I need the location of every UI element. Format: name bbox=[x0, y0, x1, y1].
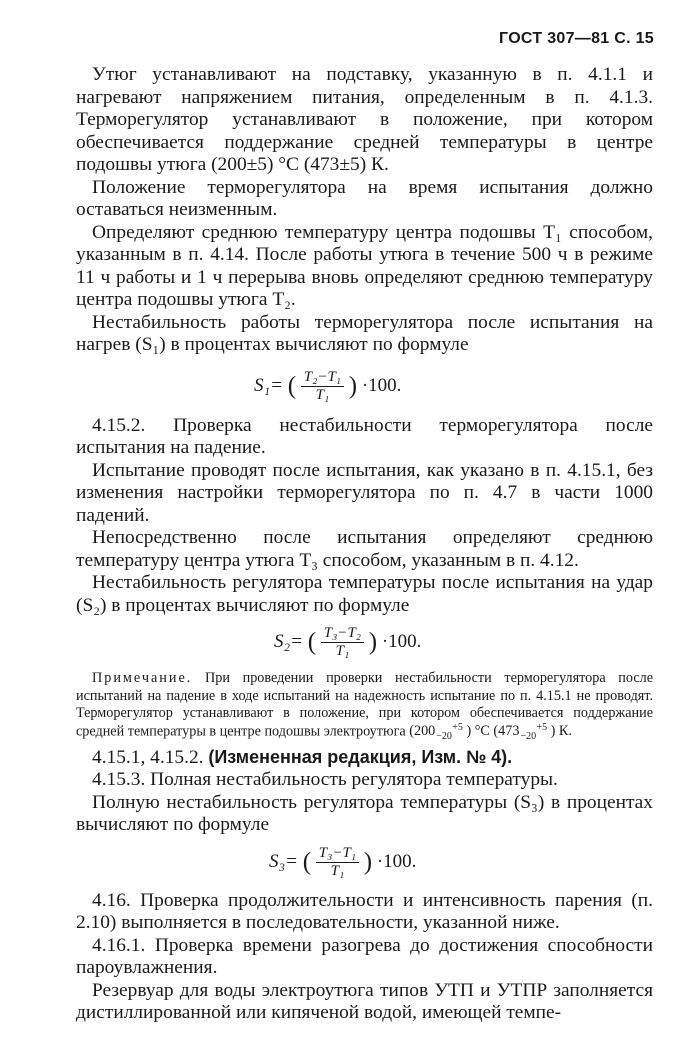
paragraph-average-temperature: Определяют среднюю температуру центра подошвы T₁ способом, указанным в п. 4.14. После работы утюга в течение 500 ч в режиме 11 ч работы и 1 ч перерыва вновь определяют среднюю температуру центра подошвы утюга T₂. bbox=[76, 221, 653, 310]
page-header: ГОСТ 307—81 С. 15 bbox=[499, 30, 654, 47]
formula-s1-lhs: S₁= bbox=[254, 374, 283, 396]
paragraph-full-instability-heading: 4.15.3. Полная нестабильность регулятора температуры. bbox=[92, 769, 558, 790]
paragraph-impact-instability: Нестабильность регулятора температуры после испытания на удар (S₂) в процентах вычисляют по формуле bbox=[76, 572, 653, 616]
formula-s1 bbox=[254, 369, 653, 404]
paragraph-after-test: Непосредственно после испытания определяют среднюю температуру центра утюга T₃ способом, указанным в п. 4.12. bbox=[76, 527, 653, 571]
paragraph-water-tank: Резервуар для воды электроутюга типов УТП и УТПР заполняется дистиллированной или кипяченой водой, имеющей темпе- bbox=[76, 979, 653, 1023]
formula-s3-close-paren: ) bbox=[363, 848, 373, 875]
formula-s1-close-paren: ) bbox=[348, 372, 358, 399]
formula-s1-fraction bbox=[301, 369, 344, 404]
note-paragraph bbox=[76, 670, 653, 741]
formula-s2-close-paren: ) bbox=[368, 628, 378, 656]
paragraph-heating-instability: Нестабильность работы терморегулятора после испытания на нагрев (S₁) в процентах вычисляют по формуле bbox=[76, 311, 653, 355]
document-body bbox=[76, 64, 653, 1025]
note-label: Примечание. bbox=[92, 670, 193, 686]
note-temp-k-tolerance: +5 −20 bbox=[520, 721, 548, 742]
paragraph-drop-test: Испытание проводят после испытания, как указано в п. 4.15.1, без изменения настройки терморегулятора по п. 4.7 в части 1000 падений. bbox=[76, 459, 653, 526]
formula-s1-open-paren: ( bbox=[287, 372, 297, 399]
formula-s2-denominator: T₁ bbox=[335, 643, 350, 659]
paragraph-warmup-check: 4.16.1. Проверка времени разогрева до достижения способности пароувлажнения. bbox=[76, 934, 653, 978]
formula-s2-lhs: S₂= bbox=[274, 630, 303, 652]
formula-s2-fraction bbox=[321, 625, 364, 660]
formula-s2-numerator: T₃−T₂ bbox=[321, 625, 364, 643]
formula-s2-open-paren: ( bbox=[307, 628, 317, 656]
formula-s3-fraction bbox=[316, 845, 359, 880]
formula-s2-tail: ·100. bbox=[381, 630, 422, 652]
paragraph-revision bbox=[76, 746, 653, 770]
formula-s3-numerator: T₃−T₁ bbox=[316, 845, 359, 863]
paragraph-iron-setup: Утюг устанавливают на подставку, указанную в п. 4.1.1 и нагревают напряжением питания, определенным в п. 4.1.3. Терморегулятор устанавливают в положение, при котором обеспечивается поддержание средней температуры в центре подошвы утюга (200±5) °С (473±5) К. bbox=[76, 64, 653, 175]
formula-s3-open-paren: ( bbox=[302, 848, 312, 875]
formula-s1-numerator: T₂−T₁ bbox=[301, 369, 344, 387]
revision-clauses: 4.15.1, 4.15.2. bbox=[92, 746, 204, 768]
note-text: При проведении проверки нестабильности терморегулятора после испытаний на падение в ходе испытаний на надежность испытание по п. 4.15.1 не проводят. Терморегулятор устанавливают в положение, при котором обеспечивается поддержание средней температуры в центре подошвы электроутюга bbox=[76, 670, 653, 739]
paragraph-full-instability: Полную нестабильность регулятора температуры (S₃) в процентах вычисляют по формуле bbox=[76, 791, 653, 835]
formula-s3-denominator: T₁ bbox=[330, 862, 345, 879]
formula-s1-tail: ·100. bbox=[361, 374, 402, 396]
note-temp-k: (473 +5 −20 ) К. bbox=[493, 721, 572, 742]
formula-s3-tail: ·100. bbox=[376, 850, 417, 872]
formula-s3 bbox=[269, 845, 653, 880]
revision-label: (Измененная редакция, Изм. № 4). bbox=[208, 746, 513, 767]
formula-s1-denominator: T₁ bbox=[315, 386, 330, 403]
paragraph-drop-test-heading: 4.15.2. Проверка нестабильности терморегулятора после испытания на падение. bbox=[76, 414, 653, 458]
note-temp-c-tolerance: +5 −20 bbox=[436, 721, 463, 742]
paragraph-steam-check: 4.16. Проверка продолжительности и интенсивность парения (п. 2.10) выполняется в последовательности, указанной ниже. bbox=[76, 889, 653, 933]
paragraph-thermostat-position: Положение терморегулятора на время испытания должно оставаться неизменным. bbox=[76, 176, 653, 220]
formula-s2 bbox=[274, 625, 653, 660]
note-temp-c: (200 +5 −20 ) °С bbox=[409, 721, 490, 742]
formula-s3-lhs: S₃= bbox=[269, 850, 298, 872]
